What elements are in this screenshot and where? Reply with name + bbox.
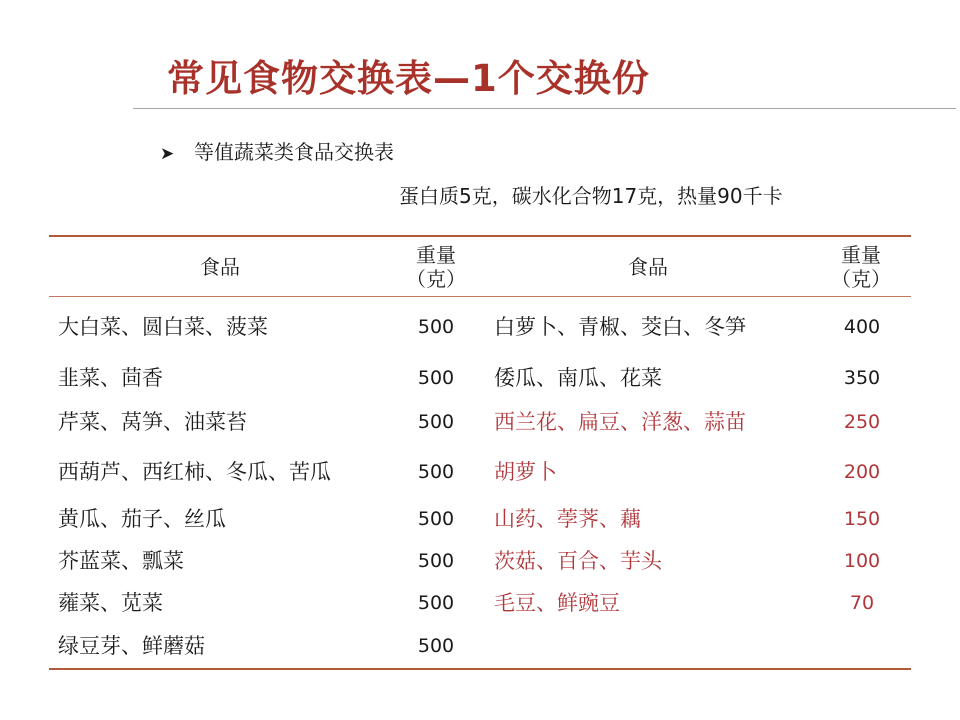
table-top-rule [49, 235, 911, 237]
food-cell-right: 茨菇、百合、芋头 [494, 549, 662, 573]
header-food-right: 食品 [628, 255, 668, 279]
header-weight-left [401, 243, 471, 291]
weight-cell-left: 500 [417, 508, 455, 530]
food-cell-left: 韭菜、茴香 [58, 366, 163, 390]
food-cell-left: 芹菜、莴笋、油菜苔 [58, 410, 247, 434]
weight-cell-right: 200 [843, 461, 881, 483]
food-cell-right: 山药、荸荠、藕 [494, 507, 641, 531]
weight-cell-left: 500 [417, 592, 455, 614]
header-weight-left-line2: （克） [406, 267, 466, 291]
weight-cell-right: 150 [843, 508, 881, 530]
table-header-rule [49, 296, 911, 297]
weight-cell-right: 250 [843, 411, 881, 433]
table-bottom-rule [49, 668, 911, 670]
food-cell-left: 蕹菜、苋菜 [58, 591, 163, 615]
food-cell-right: 西兰花、扁豆、洋葱、蒜苗 [494, 410, 746, 434]
weight-cell-left: 500 [417, 411, 455, 433]
weight-cell-left: 500 [417, 635, 455, 657]
food-cell-right: 倭瓜、南瓜、花菜 [494, 366, 662, 390]
weight-cell-right: 350 [843, 367, 881, 389]
weight-cell-left: 500 [417, 367, 455, 389]
food-cell-left: 芥蓝菜、瓢菜 [58, 549, 184, 573]
header-weight-right [826, 243, 896, 291]
header-weight-right-line1: 重量 [841, 243, 881, 267]
weight-cell-right: 70 [849, 592, 875, 614]
header-weight-right-line2: （克） [831, 267, 891, 291]
nutrition-summary: 蛋白质5克，碳水化合物17克，热量90千卡 [399, 184, 783, 208]
weight-cell-right: 400 [843, 316, 881, 338]
section-bullet [160, 136, 394, 165]
food-cell-left: 绿豆芽、鲜蘑菇 [58, 634, 205, 658]
header-food-left: 食品 [200, 255, 240, 279]
section-heading: 等值蔬菜类食品交换表 [194, 140, 394, 164]
weight-cell-left: 500 [417, 316, 455, 338]
weight-cell-left: 500 [417, 550, 455, 572]
weight-cell-right: 100 [843, 550, 881, 572]
header-weight-left-line1: 重量 [416, 243, 456, 267]
arrowhead-bullet-icon: ➤ [160, 144, 175, 164]
food-cell-right: 白萝卜、青椒、茭白、冬笋 [494, 315, 746, 339]
food-cell-left: 大白菜、圆白菜、菠菜 [58, 315, 268, 339]
food-cell-right: 毛豆、鲜豌豆 [494, 591, 620, 615]
title-divider [133, 108, 956, 109]
weight-cell-left: 500 [417, 461, 455, 483]
food-cell-left: 西葫芦、西红柿、冬瓜、苦瓜 [58, 460, 331, 484]
food-cell-left: 黄瓜、茄子、丝瓜 [58, 507, 226, 531]
page-title: 常见食物交换表—1个交换份 [167, 57, 650, 100]
food-cell-right: 胡萝卜 [494, 460, 557, 484]
